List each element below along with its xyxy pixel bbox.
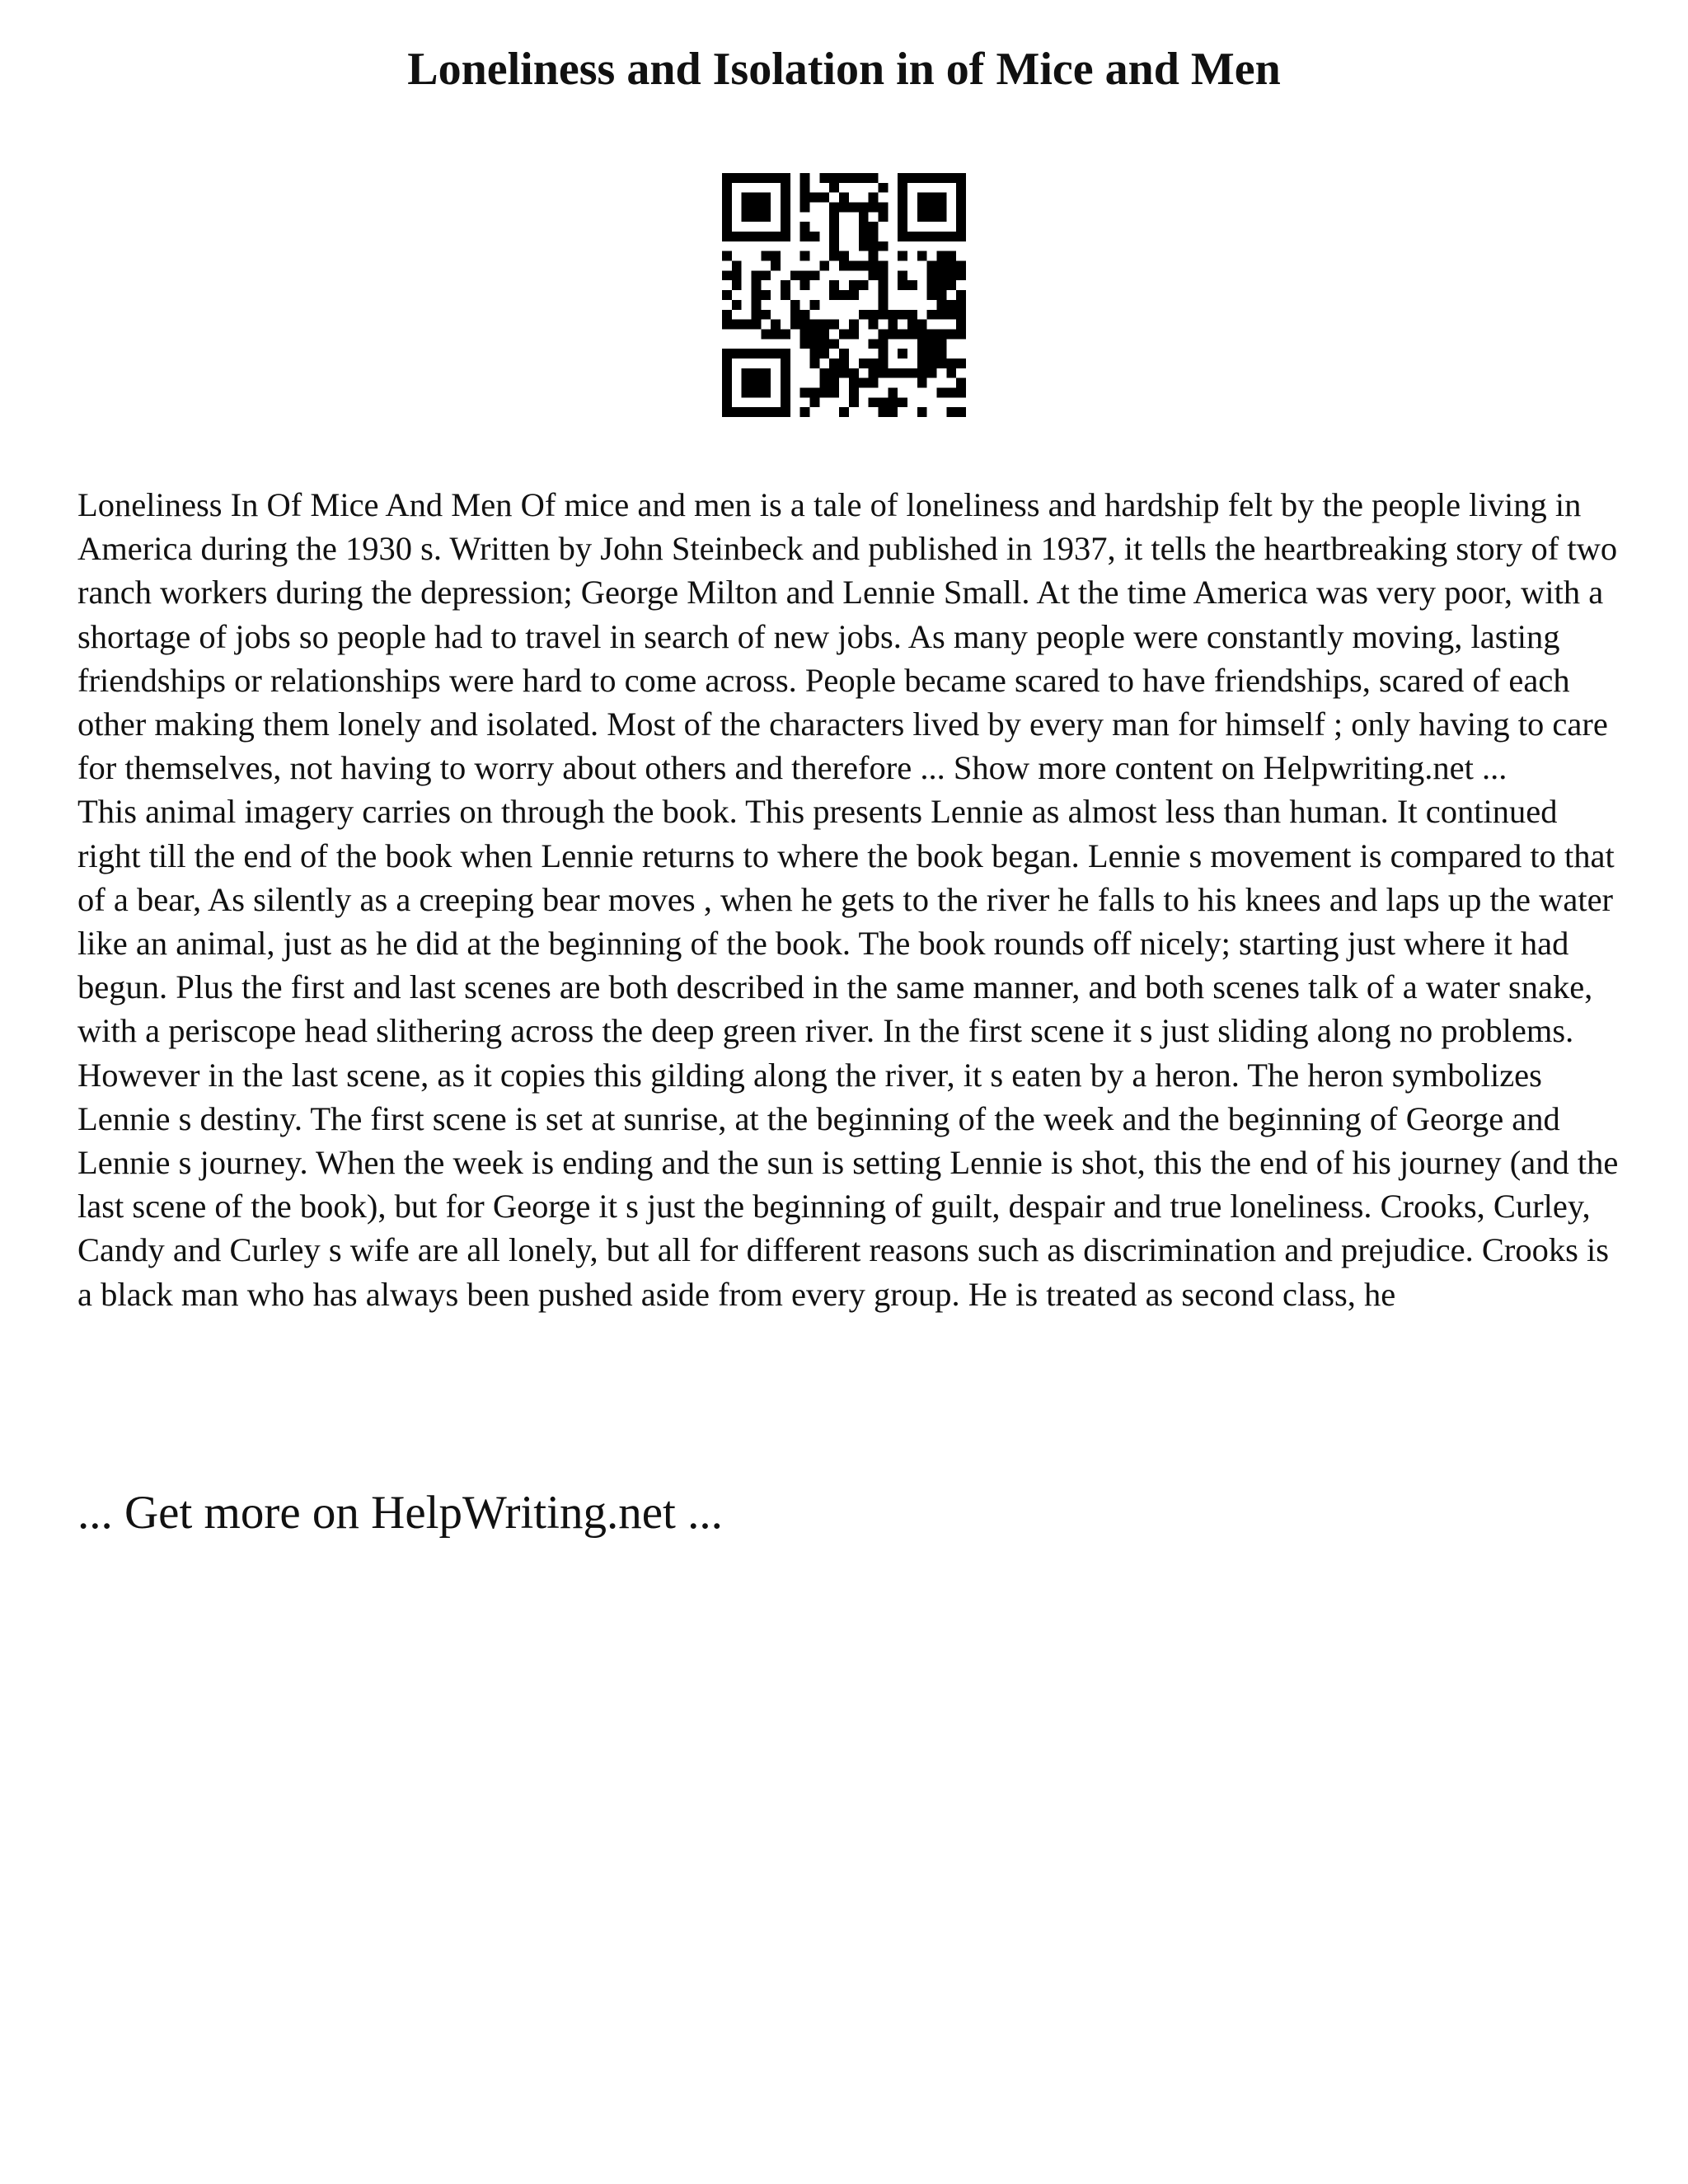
qr-code-graphic [722,173,966,417]
qr-code-icon[interactable] [722,173,966,417]
document-body [77,483,1627,1316]
get-more-link[interactable]: ... Get more on HelpWriting.net ... [77,1487,723,1539]
body-paragraph: Loneliness In Of Mice And Men Of mice and men is a tale of loneliness and hardship felt by the people living in America during the 1930 s. Written by John Steinbeck and published in 1937, it tells the heartbreaking story of two ranch workers during the depression; George Milton and Lennie Small. At the time America was very poor, with a shortage of jobs so people had to travel in search of new jobs. As many people were constantly moving, lasting friendships or relationships were hard to come across. People became scared to have friendships, scared of each other making them lonely and isolated. Most of the characters lived by every man for himself ; only having to care for themselves, not having to worry about others and therefore ... Show more content on Helpwriting.net ... [77,486,1618,787]
document-title: Loneliness and Isolation in of Mice and Men [407,44,1281,95]
body-paragraph: This animal imagery carries on through the book. This presents Lennie as almost less than human. It continued right till the end of the book when Lennie returns to where the book began. Lennie s movement is compared to that of a bear, As silently as a creeping bear moves , when he gets to the river he falls to his knees and laps up the water like an animal, just as he did at the beginning of the book. The book rounds off nicely; starting just where it had begun. Plus the first and last scenes are both described in the same manner, and both scenes talk of a water snake, with a periscope head slithering across the deep green river. In the first scene it s just sliding along no problems. However in the last scene, as it copies this gilding along the river, it s eaten by a heron. The heron symbolizes Lennie s destiny. The first scene is set at sunrise, at the beginning of the week and the beginning of George and Lennie s journey. When the week is ending and the sun is setting Lennie is shot, this the end of his journey (and the last scene of the book), but for George it s just the beginning of guilt, despair and true loneliness. Crooks, Curley, Candy and Curley s wife are all lonely, but all for different reasons such as discrimination and prejudice. Crooks is a black man who has always been pushed aside from every group. He is treated as second class, he [77,793,1619,1313]
